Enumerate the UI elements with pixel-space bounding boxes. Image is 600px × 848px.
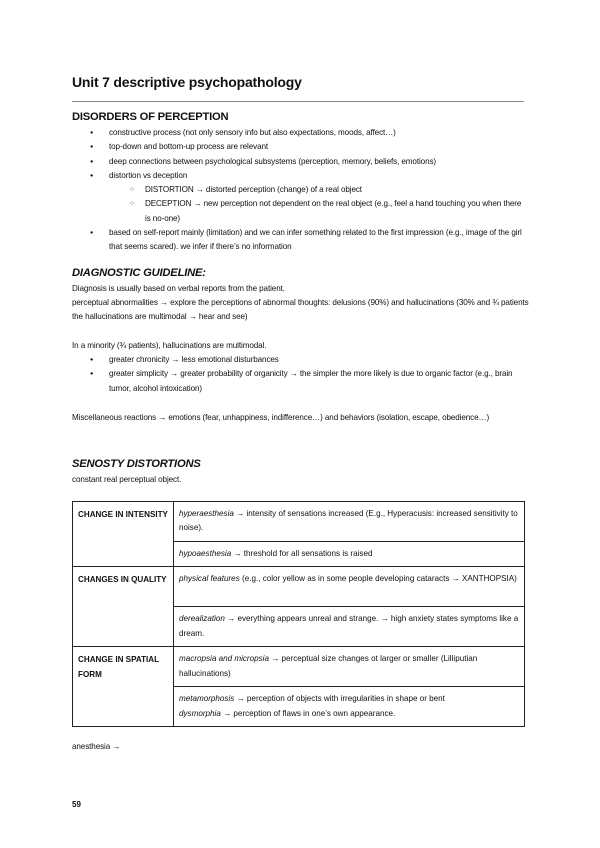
page-number: 59: [72, 800, 81, 809]
category-cell: CHANGE IN SPATIAL FORM: [73, 647, 174, 727]
term-text: → distorted perception (change) of a real object: [193, 185, 362, 195]
diagnostic-list: [72, 353, 524, 396]
sublist: [109, 183, 524, 226]
definition: → perception of objects with irregularities in shape or bent: [234, 694, 445, 704]
definition: → threshold for all sensations is raised: [231, 549, 373, 558]
misc-reactions: Miscellaneous reactions → emotions (fear, unhappiness, indifference…) and behaviors (isolation, escape, obedience…): [72, 413, 490, 422]
term-deception: DECEPTION: [145, 199, 192, 209]
perception-heading: DISORDERS OF PERCEPTION: [72, 111, 229, 123]
title-divider: [72, 101, 524, 102]
category-cell: CHANGES IN QUALITY: [73, 567, 174, 647]
list-item: ● based on self-report mainly (limitation) and we can infer something related to the first impression (e.g., image of the girl that seems scared). we infer if there’s no information: [72, 226, 524, 255]
table-row: [73, 647, 525, 687]
definition-cell: [174, 687, 525, 727]
definition: → perception of flaws in one’s own appearance.: [220, 708, 396, 718]
list-item-text: distortion vs deception: [109, 170, 188, 180]
sublist-item: [109, 183, 524, 197]
sensory-heading: SENOSTY DISTORTIONS: [72, 458, 201, 470]
sensory-subtitle: constant real perceptual object.: [72, 475, 182, 484]
definition: → perceptual size changes ot larger or smaller (Lilliputian hallucinations): [179, 654, 478, 678]
definition-cell: [174, 542, 525, 567]
term-distortion: DISTORTION: [145, 185, 194, 195]
list-item: ● top-down and bottom-up process are relevant: [72, 140, 524, 154]
term: dysmorphia: [179, 708, 221, 718]
perception-list: [72, 126, 524, 255]
category-cell: CHANGE IN INTENSITY: [73, 502, 174, 567]
list-item: ● deep connections between psychological subsystems (perception, memory, beliefs, emotions): [72, 155, 524, 169]
term: derealization: [179, 614, 225, 624]
diagnostic-heading: DIAGNOSTIC GUIDELINE:: [72, 267, 206, 279]
definition-cell: [174, 567, 525, 607]
sublist-item: [109, 197, 524, 226]
definition-cell: [174, 502, 525, 542]
diagnostic-line-1: Diagnosis is usually based on verbal reports from the patient.: [72, 284, 285, 293]
definition-cell: [174, 647, 525, 687]
term-text: → new perception not dependent on the real object (e.g., feel a hand touching you when there is no-one): [145, 199, 522, 223]
definition: (e.g., color yellow as in some people developing cataracts → XANTHOPSIA): [239, 574, 517, 584]
sensory-distortions-table: [72, 501, 525, 727]
definition: → intensity of sensations increased (E.g., Hyperacusis: increased sensitivity to noise).: [179, 509, 518, 533]
definition-cell: [174, 607, 525, 647]
table-row: [73, 567, 525, 607]
term: metamorphosis: [179, 694, 235, 704]
list-item: ● greater simplicity → greater probability of organicity → the simpler the more likely is due to organic factor (e.g., brain tumor, alcohol intoxication): [72, 367, 524, 396]
anesthesia-line: anesthesia →: [72, 742, 121, 751]
table-row: [73, 502, 525, 542]
term: hyperaesthesia: [179, 509, 234, 518]
list-item: [72, 169, 524, 226]
term: physical features: [179, 574, 240, 584]
minority-line: In a minority (¾ patients), hallucinations are multimodal.: [72, 341, 267, 350]
list-item: ● greater chronicity → less emotional disturbances: [72, 353, 524, 367]
definition: → everything appears unreal and strange. → high anxiety states symptoms like a dream.: [179, 614, 519, 638]
term: macropsia and micropsia: [179, 654, 269, 664]
page-title: Unit 7 descriptive psychopathology: [72, 74, 302, 90]
list-item: ● constructive process (not only sensory info but also expectations, moods, affect…): [72, 126, 524, 140]
term: hypoaesthesia: [179, 549, 232, 558]
diagnostic-line-2: perceptual abnormalities → explore the perceptions of abnormal thoughts: delusions (90%) and hallucinations (30% and ¾ patients the hallucinations are multimodal → hear and see): [72, 298, 529, 322]
